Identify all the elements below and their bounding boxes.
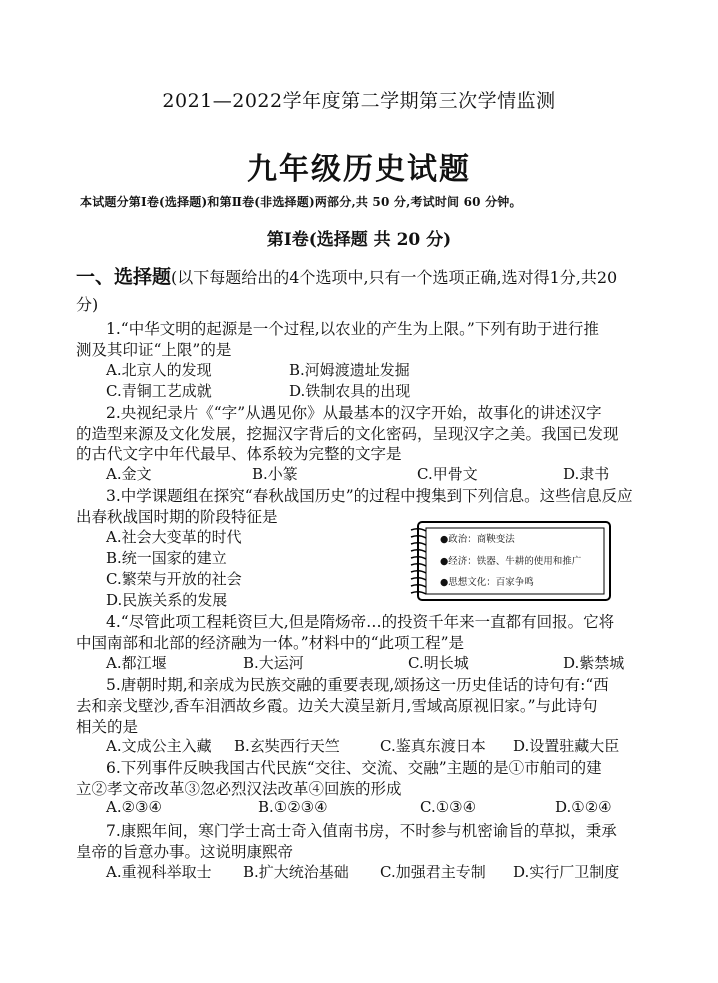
q5-text-2: 去和亲戈壁沙,香车泪洒故乡霞。边关大漠呈新月,雪域高原视旧家。”与此诗句 bbox=[76, 697, 598, 715]
q5-option-b: B.玄奘西行天竺 bbox=[234, 737, 340, 755]
exam-term: 2021—2022学年度第二学期第三次学情监测 bbox=[162, 90, 556, 112]
q3-info-card bbox=[408, 520, 613, 602]
q5-option-a: A.文成公主入藏 bbox=[106, 737, 212, 755]
q4-option-c: C.明长城 bbox=[408, 654, 469, 672]
q6-option-c: C.①③④ bbox=[420, 798, 477, 816]
q6-option-d: D.①②④ bbox=[555, 798, 612, 816]
q7-option-a: A.重视科举取士 bbox=[106, 863, 212, 881]
q2-option-d: D.隶书 bbox=[563, 465, 610, 483]
section-instruction: (以下每题给出的4个选项中,只有一个选项正确,选对得1分,共20 bbox=[171, 268, 618, 287]
q3-text-2: 出春秋战国时期的阶段特征是 bbox=[76, 508, 278, 526]
part-heading: 第Ⅰ卷(选择题 共 20 分) bbox=[266, 230, 452, 250]
q6-text-2: 立②孝文帝改革③忽必烈汉法改革④回族的形成 bbox=[76, 780, 402, 798]
q6-text-1: 6.下列事件反映我国古代民族“交往、交流、交融”主题的是①市舶司的建 bbox=[106, 759, 602, 777]
q1-text-1: 1.“中华文明的起源是一个过程,以农业的产生为上限。”下列有助于进行推 bbox=[106, 320, 599, 338]
q4-option-b: B.大运河 bbox=[243, 654, 304, 672]
q5-option-c: C.鉴真东渡日本 bbox=[380, 737, 486, 755]
q2-text-2: 的造型来源及文化发展，挖掘汉字背后的文化密码，呈现汉字之美。我国已发现 bbox=[76, 425, 619, 443]
section-instruction-cont: 分) bbox=[76, 295, 99, 314]
q4-option-a: A.都江堰 bbox=[106, 654, 167, 672]
q2-option-b: B.小篆 bbox=[252, 465, 298, 483]
q5-text-1: 5.唐朝时期,和亲成为民族交融的重要表现,颂扬这一历史佳话的诗句有:“西 bbox=[106, 676, 609, 694]
card-culture: ●思想文化：百家争鸣 bbox=[440, 577, 534, 588]
q3-option-b: B.统一国家的建立 bbox=[106, 549, 227, 567]
exam-notice: 本试题分第Ⅰ卷(选择题)和第Ⅱ卷(非选择题)两部分,共 50 分,考试时间 60 分钟。 bbox=[80, 195, 522, 209]
q4-option-d: D.紫禁城 bbox=[563, 654, 625, 672]
q7-option-b: B.扩大统治基础 bbox=[243, 863, 349, 881]
q1-option-b: B.河姆渡遗址发掘 bbox=[289, 361, 410, 379]
q3-option-c: C.繁荣与开放的社会 bbox=[106, 570, 242, 588]
q4-text-2: 中国南部和北部的经济融为一体。”材料中的“此项工程”是 bbox=[76, 634, 465, 652]
q7-text-1: 7.康熙年间，寒门学士高士奇入值南书房，不时参与机密谕旨的草拟，秉承 bbox=[106, 822, 617, 840]
q1-text-2: 测及其印证“上限”的是 bbox=[76, 341, 232, 359]
page-title: 九年级历史试题 bbox=[247, 152, 471, 187]
q2-text-1: 2.央视纪录片《“字”从遇见你》从最基本的汉字开始，故事化的讲述汉字 bbox=[106, 404, 602, 422]
q2-option-c: C.甲骨文 bbox=[417, 465, 478, 483]
section-title: 一、选择题 bbox=[76, 266, 172, 288]
q7-option-c: C.加强君主专制 bbox=[380, 863, 486, 881]
q1-option-d: D.铁制农具的出现 bbox=[289, 382, 411, 400]
card-politics: ●政治：商鞅变法 bbox=[440, 534, 515, 545]
q6-option-a: A.②③④ bbox=[106, 798, 162, 816]
q6-option-b: B.①②③④ bbox=[258, 798, 328, 816]
q5-option-d: D.设置驻藏大臣 bbox=[513, 737, 620, 755]
q4-text-1: 4.“尽管此项工程耗资巨大,但是隋炀帝…的投资千年来一直都有回报。它将 bbox=[106, 613, 615, 631]
card-economy: ●经济：铁器、牛耕的使用和推广 bbox=[440, 556, 582, 567]
q3-text-1: 3.中学课题组在探究“春秋战国历史”的过程中搜集到下列信息。这些信息反应 bbox=[106, 487, 633, 505]
q7-text-2: 皇帝的旨意办事。这说明康熙帝 bbox=[76, 843, 294, 861]
q2-option-a: A.金文 bbox=[106, 465, 152, 483]
q3-option-d: D.民族关系的发展 bbox=[106, 591, 228, 609]
q1-option-a: A.北京人的发现 bbox=[106, 361, 212, 379]
q1-option-c: C.青铜工艺成就 bbox=[106, 382, 212, 400]
q2-text-3: 的古代文字中年代最早、体系较为完整的文字是 bbox=[76, 445, 402, 463]
q7-option-d: D.实行厂卫制度 bbox=[513, 863, 620, 881]
q3-option-a: A.社会大变革的时代 bbox=[106, 528, 242, 546]
section-heading bbox=[76, 262, 617, 289]
q5-text-3: 相关的是 bbox=[76, 718, 139, 736]
